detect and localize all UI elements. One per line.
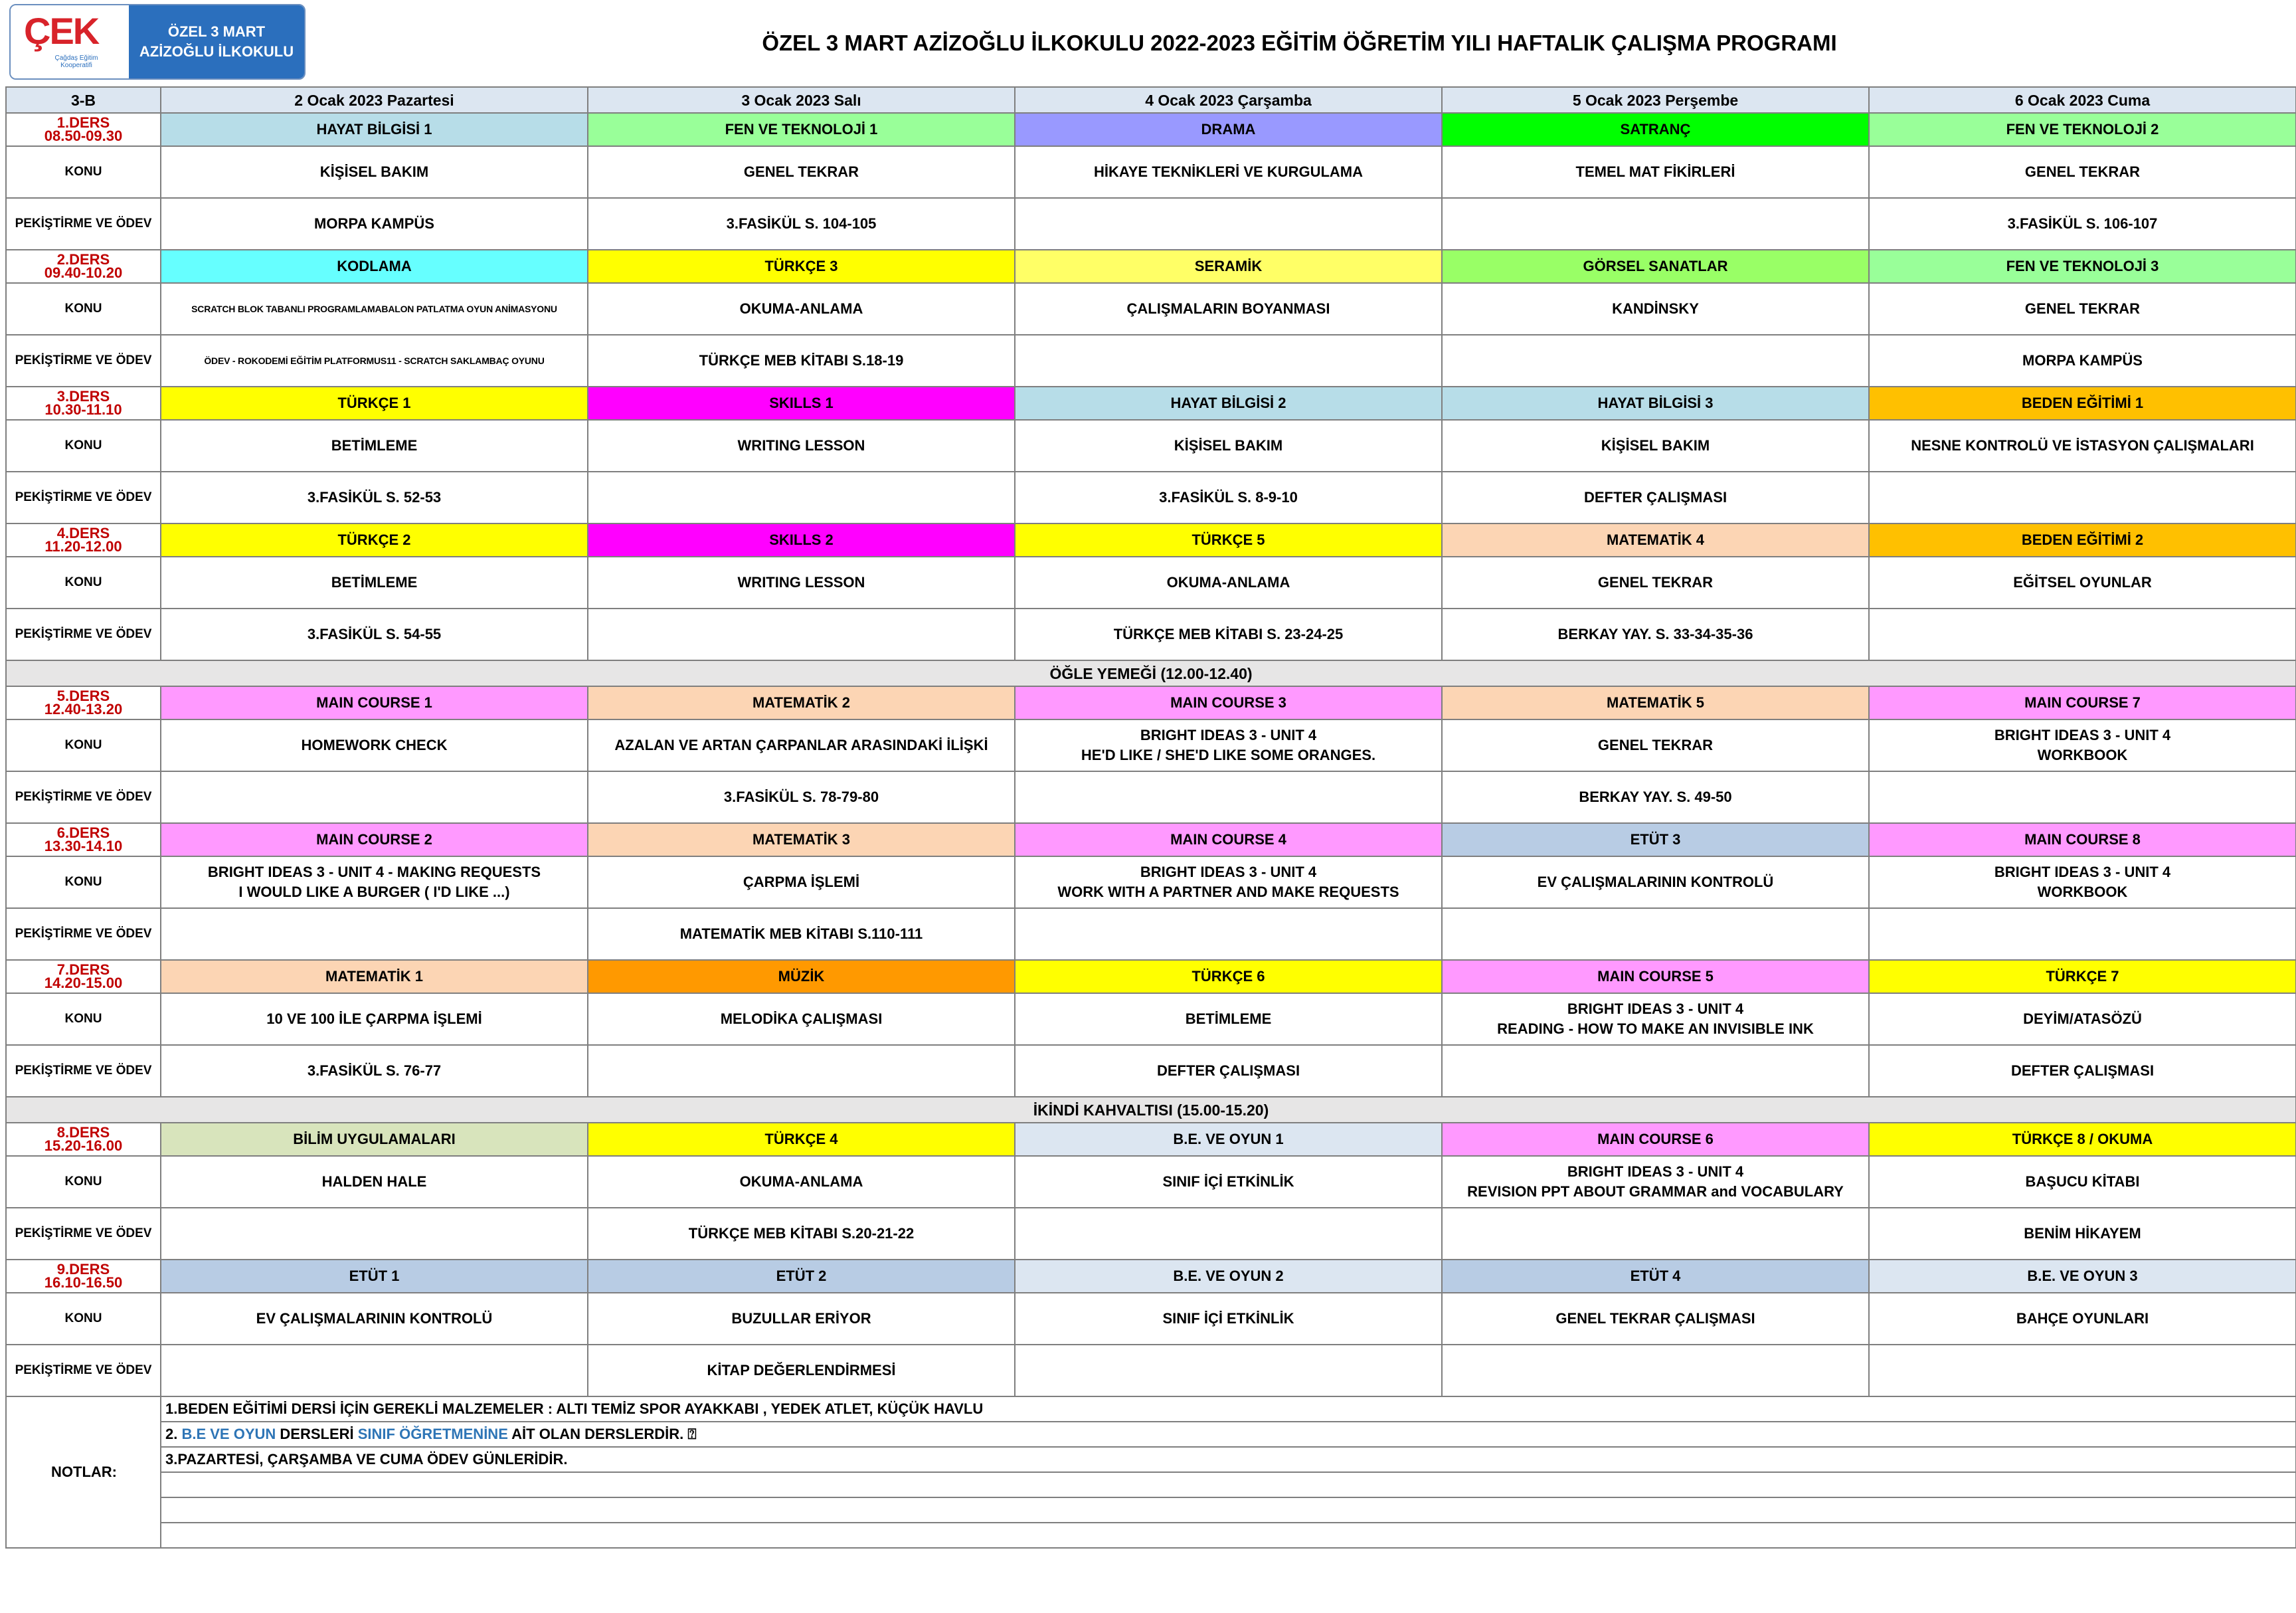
homework-cell bbox=[1015, 1345, 1442, 1396]
period-number: 5.DERS bbox=[56, 688, 110, 704]
subject-cell: TÜRKÇE 7 bbox=[1869, 960, 2296, 993]
homework-label: PEKİŞTİRME VE ÖDEV bbox=[6, 1208, 161, 1260]
day-header: 2 Ocak 2023 Pazartesi bbox=[161, 87, 588, 113]
homework-row bbox=[6, 771, 2296, 823]
period-number: 2.DERS bbox=[56, 251, 110, 268]
subject-cell: MAIN COURSE 1 bbox=[161, 686, 588, 719]
subject-cell: KODLAMA bbox=[161, 250, 588, 283]
lesson-row bbox=[6, 250, 2296, 283]
lesson-row bbox=[6, 823, 2296, 856]
subject-cell: ETÜT 3 bbox=[1442, 823, 1869, 856]
break-label: ÖĞLE YEMEĞİ (12.00-12.40) bbox=[6, 660, 2296, 686]
topic-cell: 10 VE 100 İLE ÇARPMA İŞLEMİ bbox=[161, 993, 588, 1045]
homework-cell bbox=[588, 609, 1015, 660]
period-cell bbox=[6, 686, 161, 719]
topic-cell: KİŞİSEL BAKIM bbox=[161, 146, 588, 198]
break-label: İKİNDİ KAHVALTISI (15.00-15.20) bbox=[6, 1097, 2296, 1123]
konu-label: KONU bbox=[6, 719, 161, 771]
homework-cell: DEFTER ÇALIŞMASI bbox=[1015, 1045, 1442, 1097]
topic-cell: HOMEWORK CHECK bbox=[161, 719, 588, 771]
subject-cell: ETÜT 4 bbox=[1442, 1260, 1869, 1293]
subject-cell: HAYAT BİLGİSİ 3 bbox=[1442, 387, 1869, 420]
homework-cell bbox=[161, 1345, 588, 1396]
topic-cell: GENEL TEKRAR ÇALIŞMASI bbox=[1442, 1293, 1869, 1345]
subject-cell: TÜRKÇE 5 bbox=[1015, 523, 1442, 557]
homework-cell bbox=[161, 1208, 588, 1260]
subject-cell: MATEMATİK 4 bbox=[1442, 523, 1869, 557]
homework-cell: DEFTER ÇALIŞMASI bbox=[1869, 1045, 2296, 1097]
subject-cell: FEN VE TEKNOLOJİ 2 bbox=[1869, 113, 2296, 146]
konu-row bbox=[6, 993, 2296, 1045]
homework-cell bbox=[1015, 1208, 1442, 1260]
topic-cell: GENEL TEKRAR bbox=[1442, 719, 1869, 771]
homework-cell bbox=[1442, 335, 1869, 387]
topic-cell: OKUMA-ANLAMA bbox=[588, 283, 1015, 335]
subject-cell: BEDEN EĞİTİMİ 1 bbox=[1869, 387, 2296, 420]
day-header: 5 Ocak 2023 Perşembe bbox=[1442, 87, 1869, 113]
subject-cell: TÜRKÇE 3 bbox=[588, 250, 1015, 283]
topic-cell: SCRATCH BLOK TABANLI PROGRAMLAMABALON PATLATMA OYUN ANİMASYONU bbox=[161, 283, 588, 335]
konu-row bbox=[6, 420, 2296, 472]
topic-cell: ÇALIŞMALARIN BOYANMASI bbox=[1015, 283, 1442, 335]
notes-label: NOTLAR: bbox=[6, 1396, 161, 1548]
subject-cell: SERAMİK bbox=[1015, 250, 1442, 283]
subject-cell: GÖRSEL SANATLAR bbox=[1442, 250, 1869, 283]
topic-cell: TEMEL MAT FİKİRLERİ bbox=[1442, 146, 1869, 198]
homework-label: PEKİŞTİRME VE ÖDEV bbox=[6, 1045, 161, 1097]
homework-row bbox=[6, 472, 2296, 523]
note-row-empty bbox=[6, 1472, 2296, 1497]
period-time: 12.40-13.20 bbox=[44, 701, 123, 717]
period-cell bbox=[6, 1260, 161, 1293]
topic-cell: EV ÇALIŞMALARININ KONTROLÜ bbox=[161, 1293, 588, 1345]
topic-cell: WRITING LESSON bbox=[588, 420, 1015, 472]
period-number: 3.DERS bbox=[56, 388, 110, 405]
konu-label: KONU bbox=[6, 856, 161, 908]
period-cell bbox=[6, 523, 161, 557]
note-2-mid: DERSLERİ bbox=[276, 1426, 358, 1442]
homework-label: PEKİŞTİRME VE ÖDEV bbox=[6, 335, 161, 387]
period-time: 09.40-10.20 bbox=[44, 264, 123, 281]
homework-cell bbox=[1442, 1208, 1869, 1260]
period-number: 6.DERS bbox=[56, 824, 110, 841]
note-1: 1.BEDEN EĞİTİMİ DERSİ İÇİN GEREKLİ MALZEMELER : ALTI TEMİZ SPOR AYAKKABI , YEDEK ATLET, KÜÇÜK HAVLU bbox=[161, 1396, 2296, 1422]
topic-cell: HALDEN HALE bbox=[161, 1156, 588, 1208]
topic-cell: BETİMLEME bbox=[161, 420, 588, 472]
subject-cell: SKILLS 2 bbox=[588, 523, 1015, 557]
day-header-row bbox=[6, 87, 2296, 113]
note-empty bbox=[161, 1472, 2296, 1497]
subject-cell: MATEMATİK 2 bbox=[588, 686, 1015, 719]
note-empty bbox=[161, 1523, 2296, 1548]
homework-cell bbox=[1869, 771, 2296, 823]
note-2 bbox=[161, 1422, 2296, 1447]
topic-cell: EĞİTSEL OYUNLAR bbox=[1869, 557, 2296, 609]
homework-cell: KİTAP DEĞERLENDİRMESİ bbox=[588, 1345, 1015, 1396]
weekly-schedule-table bbox=[5, 86, 2296, 1549]
topic-cell: OKUMA-ANLAMA bbox=[1015, 557, 1442, 609]
note-row bbox=[6, 1447, 2296, 1472]
homework-cell bbox=[161, 771, 588, 823]
topic-cell: BETİMLEME bbox=[161, 557, 588, 609]
subject-cell: MAIN COURSE 3 bbox=[1015, 686, 1442, 719]
day-header: 6 Ocak 2023 Cuma bbox=[1869, 87, 2296, 113]
topic-cell: ÇARPMA İŞLEMİ bbox=[588, 856, 1015, 908]
lesson-row bbox=[6, 1260, 2296, 1293]
topic-cell: MELODİKA ÇALIŞMASI bbox=[588, 993, 1015, 1045]
homework-row bbox=[6, 609, 2296, 660]
topic-cell: GENEL TEKRAR bbox=[1869, 146, 2296, 198]
homework-cell: 3.FASİKÜL S. 106-107 bbox=[1869, 198, 2296, 250]
subject-cell: MATEMATİK 1 bbox=[161, 960, 588, 993]
konu-row bbox=[6, 557, 2296, 609]
note-2-prefix: 2. bbox=[165, 1426, 182, 1442]
lesson-row bbox=[6, 1123, 2296, 1156]
period-time: 10.30-11.10 bbox=[44, 401, 122, 418]
period-cell bbox=[6, 823, 161, 856]
subject-cell: MATEMATİK 5 bbox=[1442, 686, 1869, 719]
homework-label: PEKİŞTİRME VE ÖDEV bbox=[6, 198, 161, 250]
topic-cell: BETİMLEME bbox=[1015, 993, 1442, 1045]
subject-cell: B.E. VE OYUN 1 bbox=[1015, 1123, 1442, 1156]
topic-cell: SINIF İÇİ ETKİNLİK bbox=[1015, 1293, 1442, 1345]
subject-cell: MATEMATİK 3 bbox=[588, 823, 1015, 856]
subject-cell: BİLİM UYGULAMALARI bbox=[161, 1123, 588, 1156]
break-row bbox=[6, 1097, 2296, 1123]
topic-cell: OKUMA-ANLAMA bbox=[588, 1156, 1015, 1208]
topic-cell: BUZULLAR ERİYOR bbox=[588, 1293, 1015, 1345]
subject-cell: MAIN COURSE 6 bbox=[1442, 1123, 1869, 1156]
note-2-highlight-2: SINIF ÖĞRETMENİNE bbox=[357, 1426, 508, 1442]
homework-cell bbox=[588, 472, 1015, 523]
period-time: 14.20-15.00 bbox=[44, 975, 123, 991]
konu-label: KONU bbox=[6, 283, 161, 335]
homework-cell: 3.FASİKÜL S. 76-77 bbox=[161, 1045, 588, 1097]
homework-cell bbox=[1442, 1345, 1869, 1396]
period-cell bbox=[6, 113, 161, 146]
homework-cell: BENİM HİKAYEM bbox=[1869, 1208, 2296, 1260]
homework-cell: 3.FASİKÜL S. 54-55 bbox=[161, 609, 588, 660]
homework-cell bbox=[1015, 908, 1442, 960]
day-header: 3 Ocak 2023 Salı bbox=[588, 87, 1015, 113]
period-time: 15.20-16.00 bbox=[44, 1137, 123, 1154]
lesson-row bbox=[6, 523, 2296, 557]
konu-row bbox=[6, 856, 2296, 908]
homework-cell bbox=[1869, 472, 2296, 523]
lesson-row bbox=[6, 686, 2296, 719]
konu-label: KONU bbox=[6, 557, 161, 609]
logo-school-line1: ÖZEL 3 MART bbox=[167, 23, 266, 40]
konu-row bbox=[6, 1156, 2296, 1208]
homework-cell: MATEMATİK MEB KİTABI S.110-111 bbox=[588, 908, 1015, 960]
topic-cell: EV ÇALIŞMALARININ KONTROLÜ bbox=[1442, 856, 1869, 908]
lesson-row bbox=[6, 113, 2296, 146]
homework-cell: 3.FASİKÜL S. 78-79-80 bbox=[588, 771, 1015, 823]
subject-cell: B.E. VE OYUN 2 bbox=[1015, 1260, 1442, 1293]
homework-row bbox=[6, 1045, 2296, 1097]
subject-cell: HAYAT BİLGİSİ 2 bbox=[1015, 387, 1442, 420]
subject-cell: BEDEN EĞİTİMİ 2 bbox=[1869, 523, 2296, 557]
topic-cell: BRIGHT IDEAS 3 - UNIT 4 - MAKING REQUESTS I WOULD LIKE A BURGER ( I'D LIKE ...) bbox=[161, 856, 588, 908]
period-cell bbox=[6, 250, 161, 283]
topic-cell: KİŞİSEL BAKIM bbox=[1015, 420, 1442, 472]
note-3: 3.PAZARTESİ, ÇARŞAMBA VE CUMA ÖDEV GÜNLERİDİR. bbox=[161, 1447, 2296, 1472]
subject-cell: TÜRKÇE 1 bbox=[161, 387, 588, 420]
subject-cell: TÜRKÇE 4 bbox=[588, 1123, 1015, 1156]
topic-cell: HİKAYE TEKNİKLERİ VE KURGULAMA bbox=[1015, 146, 1442, 198]
logo-brand: ÇEK bbox=[24, 10, 99, 52]
period-time: 08.50-09.30 bbox=[44, 128, 123, 144]
period-cell bbox=[6, 387, 161, 420]
period-cell bbox=[6, 960, 161, 993]
topic-cell: BRIGHT IDEAS 3 - UNIT 4 WORKBOOK bbox=[1869, 856, 2296, 908]
topic-cell: GENEL TEKRAR bbox=[1442, 557, 1869, 609]
homework-cell bbox=[1015, 771, 1442, 823]
subject-cell: ETÜT 2 bbox=[588, 1260, 1015, 1293]
homework-cell: 3.FASİKÜL S. 104-105 bbox=[588, 198, 1015, 250]
konu-row bbox=[6, 1293, 2296, 1345]
homework-cell: TÜRKÇE MEB KİTABI S. 23-24-25 bbox=[1015, 609, 1442, 660]
subject-cell: B.E. VE OYUN 3 bbox=[1869, 1260, 2296, 1293]
subject-cell: MAIN COURSE 8 bbox=[1869, 823, 2296, 856]
homework-cell: 3.FASİKÜL S. 8-9-10 bbox=[1015, 472, 1442, 523]
topic-cell: SINIF İÇİ ETKİNLİK bbox=[1015, 1156, 1442, 1208]
homework-row bbox=[6, 198, 2296, 250]
homework-cell: DEFTER ÇALIŞMASI bbox=[1442, 472, 1869, 523]
topic-cell: NESNE KONTROLÜ VE İSTASYON ÇALIŞMALARI bbox=[1869, 420, 2296, 472]
subject-cell: TÜRKÇE 6 bbox=[1015, 960, 1442, 993]
homework-label: PEKİŞTİRME VE ÖDEV bbox=[6, 609, 161, 660]
subject-cell: TÜRKÇE 8 / OKUMA bbox=[1869, 1123, 2296, 1156]
homework-label: PEKİŞTİRME VE ÖDEV bbox=[6, 908, 161, 960]
page-header bbox=[0, 0, 2296, 86]
homework-cell bbox=[1869, 1345, 2296, 1396]
homework-row bbox=[6, 335, 2296, 387]
homework-cell bbox=[1869, 908, 2296, 960]
konu-label: KONU bbox=[6, 1293, 161, 1345]
period-cell bbox=[6, 1123, 161, 1156]
topic-cell: BRIGHT IDEAS 3 - UNIT 4 READING - HOW TO MAKE AN INVISIBLE INK bbox=[1442, 993, 1869, 1045]
homework-cell bbox=[1442, 198, 1869, 250]
topic-cell: BRIGHT IDEAS 3 - UNIT 4 WORK WITH A PARTNER AND MAKE REQUESTS bbox=[1015, 856, 1442, 908]
note-2-highlight-1: B.E VE OYUN bbox=[181, 1426, 276, 1442]
logo-mark bbox=[11, 5, 129, 78]
period-number: 8.DERS bbox=[56, 1124, 110, 1141]
period-time: 16.10-16.50 bbox=[44, 1274, 123, 1291]
subject-cell: SKILLS 1 bbox=[588, 387, 1015, 420]
school-logo bbox=[9, 4, 306, 80]
topic-cell: BRIGHT IDEAS 3 - UNIT 4 REVISION PPT ABOUT GRAMMAR and VOCABULARY bbox=[1442, 1156, 1869, 1208]
homework-cell: TÜRKÇE MEB KİTABI S.20-21-22 bbox=[588, 1208, 1015, 1260]
subject-cell: HAYAT BİLGİSİ 1 bbox=[161, 113, 588, 146]
homework-cell: MORPA KAMPÜS bbox=[1869, 335, 2296, 387]
logo-subtitle: Çağdaş Eğitim Kooperatifi bbox=[54, 54, 98, 69]
homework-label: PEKİŞTİRME VE ÖDEV bbox=[6, 1345, 161, 1396]
subject-cell: SATRANÇ bbox=[1442, 113, 1869, 146]
subject-cell: MÜZİK bbox=[588, 960, 1015, 993]
homework-cell bbox=[1869, 609, 2296, 660]
konu-row bbox=[6, 719, 2296, 771]
homework-cell bbox=[1442, 908, 1869, 960]
homework-cell: TÜRKÇE MEB KİTABI S.18-19 bbox=[588, 335, 1015, 387]
konu-label: KONU bbox=[6, 1156, 161, 1208]
subject-cell: FEN VE TEKNOLOJİ 1 bbox=[588, 113, 1015, 146]
period-number: 7.DERS bbox=[56, 961, 110, 978]
homework-cell bbox=[1442, 1045, 1869, 1097]
lesson-row bbox=[6, 387, 2296, 420]
note-row bbox=[6, 1396, 2296, 1422]
period-time: 11.20-12.00 bbox=[44, 538, 122, 555]
homework-cell bbox=[1015, 198, 1442, 250]
class-name: 3-B bbox=[6, 87, 161, 113]
homework-cell bbox=[588, 1045, 1015, 1097]
day-header: 4 Ocak 2023 Çarşamba bbox=[1015, 87, 1442, 113]
konu-label: KONU bbox=[6, 146, 161, 198]
logo-school-line2: AZİZOĞLU İLKOKULU bbox=[139, 43, 294, 60]
konu-row bbox=[6, 283, 2296, 335]
homework-cell: 3.FASİKÜL S. 52-53 bbox=[161, 472, 588, 523]
break-row bbox=[6, 660, 2296, 686]
homework-cell: BERKAY YAY. S. 49-50 bbox=[1442, 771, 1869, 823]
homework-label: PEKİŞTİRME VE ÖDEV bbox=[6, 472, 161, 523]
period-number: 1.DERS bbox=[56, 114, 110, 131]
logo-school-name bbox=[129, 5, 304, 78]
topic-cell: GENEL TEKRAR bbox=[588, 146, 1015, 198]
homework-cell: MORPA KAMPÜS bbox=[161, 198, 588, 250]
homework-cell bbox=[1015, 335, 1442, 387]
homework-cell: BERKAY YAY. S. 33-34-35-36 bbox=[1442, 609, 1869, 660]
note-2-suffix: AİT OLAN DERSLERDİR. ⍰ bbox=[507, 1426, 697, 1442]
subject-cell: DRAMA bbox=[1015, 113, 1442, 146]
topic-cell: BRIGHT IDEAS 3 - UNIT 4 HE'D LIKE / SHE'D LIKE SOME ORANGES. bbox=[1015, 719, 1442, 771]
subject-cell: MAIN COURSE 2 bbox=[161, 823, 588, 856]
lesson-row bbox=[6, 960, 2296, 993]
topic-cell: WRITING LESSON bbox=[588, 557, 1015, 609]
subject-cell: ETÜT 1 bbox=[161, 1260, 588, 1293]
konu-row bbox=[6, 146, 2296, 198]
homework-row bbox=[6, 908, 2296, 960]
konu-label: KONU bbox=[6, 420, 161, 472]
period-time: 13.30-14.10 bbox=[44, 838, 123, 854]
topic-cell: BAŞUCU KİTABI bbox=[1869, 1156, 2296, 1208]
topic-cell: BRIGHT IDEAS 3 - UNIT 4 WORKBOOK bbox=[1869, 719, 2296, 771]
note-row bbox=[6, 1422, 2296, 1447]
page-title: ÖZEL 3 MART AZİZOĞLU İLKOKULU 2022-2023 EĞİTİM ÖĞRETİM YILI HAFTALIK ÇALIŞMA PROGRAMI bbox=[762, 31, 1837, 55]
topic-cell: KİŞİSEL BAKIM bbox=[1442, 420, 1869, 472]
topic-cell: GENEL TEKRAR bbox=[1869, 283, 2296, 335]
period-number: 4.DERS bbox=[56, 525, 110, 541]
homework-row bbox=[6, 1345, 2296, 1396]
homework-cell: ÖDEV - ROKODEMİ EĞİTİM PLATFORMUS11 - SCRATCH SAKLAMBAÇ OYUNU bbox=[161, 335, 588, 387]
topic-cell: AZALAN VE ARTAN ÇARPANLAR ARASINDAKİ İLİŞKİ bbox=[588, 719, 1015, 771]
period-number: 9.DERS bbox=[56, 1261, 110, 1278]
subject-cell: MAIN COURSE 7 bbox=[1869, 686, 2296, 719]
note-row-empty bbox=[6, 1523, 2296, 1548]
topic-cell: DEYİM/ATASÖZÜ bbox=[1869, 993, 2296, 1045]
subject-cell: TÜRKÇE 2 bbox=[161, 523, 588, 557]
topic-cell: KANDİNSKY bbox=[1442, 283, 1869, 335]
topic-cell: BAHÇE OYUNLARI bbox=[1869, 1293, 2296, 1345]
homework-cell bbox=[161, 908, 588, 960]
konu-label: KONU bbox=[6, 993, 161, 1045]
subject-cell: MAIN COURSE 4 bbox=[1015, 823, 1442, 856]
homework-row bbox=[6, 1208, 2296, 1260]
homework-label: PEKİŞTİRME VE ÖDEV bbox=[6, 771, 161, 823]
subject-cell: MAIN COURSE 5 bbox=[1442, 960, 1869, 993]
note-row-empty bbox=[6, 1497, 2296, 1523]
note-empty bbox=[161, 1497, 2296, 1523]
subject-cell: FEN VE TEKNOLOJİ 3 bbox=[1869, 250, 2296, 283]
